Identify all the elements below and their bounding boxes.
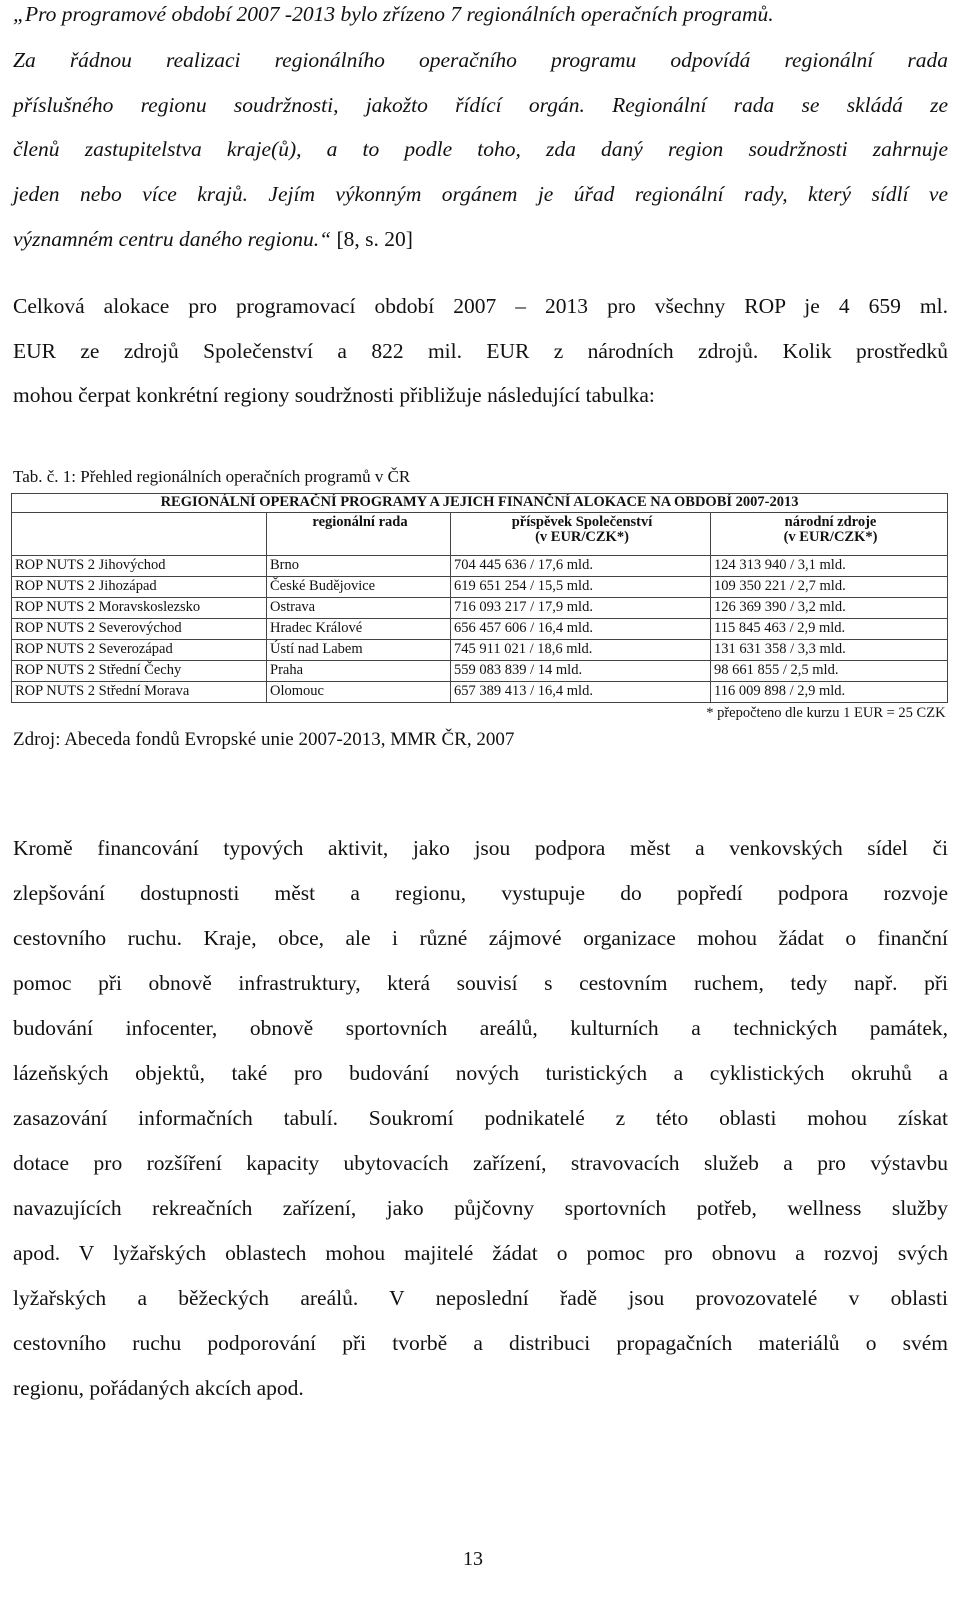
page-number: 13: [463, 1548, 483, 1570]
community-cell: 656 457 606 / 16,4 mld.: [451, 619, 711, 640]
table-row: [12, 556, 948, 577]
header-line: příspěvek Společenství: [511, 514, 653, 530]
council-cell: Hradec Králové: [267, 619, 451, 640]
council-cell: Brno: [267, 556, 451, 577]
program-cell: ROP NUTS 2 Severovýchod: [12, 619, 267, 640]
table-caption: Tab. č. 1: Přehled regionálních operačních programů v ČR: [13, 467, 411, 486]
community-cell: 704 445 636 / 17,6 mld.: [451, 556, 711, 577]
national-cell: 124 313 940 / 3,1 mld.: [711, 556, 948, 577]
footnote-spacer: [12, 703, 451, 725]
header-line: (v EUR/CZK*): [783, 529, 878, 546]
paragraph-line: cestovního ruchu. Kraje, obce, ale i různé zájmové organizace mohou žádat o finanční: [13, 926, 948, 950]
national-cell: 131 631 358 / 3,3 mld.: [711, 640, 948, 661]
council-cell: Olomouc: [267, 682, 451, 703]
quote-line: příslušného regionu soudržnosti, jakožto řídící orgán. Regionální rada se skládá ze: [13, 93, 948, 117]
paragraph-line: apod. V lyžařských oblastech mohou majitelé žádat o pomoc pro obnovu a rozvoj svých: [13, 1241, 948, 1265]
national-cell: 126 369 390 / 3,2 mld.: [711, 598, 948, 619]
program-cell: ROP NUTS 2 Střední Morava: [12, 682, 267, 703]
paragraph-line: regionu, pořádaných akcích apod.: [13, 1376, 304, 1400]
quote-line: Za řádnou realizaci regionálního operačního programu odpovídá regionální rada: [13, 48, 948, 72]
quote-line: významném centru daného regionu.“: [13, 227, 332, 251]
national-cell: 98 661 855 / 2,5 mld.: [711, 661, 948, 682]
paragraph-line: lyžařských a běžeckých areálů. V neposlední řadě jsou provozovatelé v oblasti: [13, 1286, 948, 1310]
table-row: [12, 640, 948, 661]
community-cell: 619 651 254 / 15,5 mld.: [451, 577, 711, 598]
community-cell: 559 083 839 / 14 mld.: [451, 661, 711, 682]
table-row: [12, 598, 948, 619]
table-footnote-row: [12, 703, 948, 725]
quote-line: členů zastupitelstva kraje(ů), a to podle toho, zda daný region soudržnosti zahrnuje: [13, 137, 948, 161]
header-line: (v EUR/CZK*): [535, 529, 629, 546]
header-line: národní zdroje: [784, 514, 877, 530]
council-cell: Ostrava: [267, 598, 451, 619]
national-cell: 116 009 898 / 2,9 mld.: [711, 682, 948, 703]
program-cell: ROP NUTS 2 Jihovýchod: [12, 556, 267, 577]
program-cell: ROP NUTS 2 Severozápad: [12, 640, 267, 661]
paragraph-line: EUR ze zdrojů Společenství a 822 mil. EUR z národních zdrojů. Kolik prostředků: [13, 339, 948, 363]
national-cell: 109 350 221 / 2,7 mld.: [711, 577, 948, 598]
table-source: Zdroj: Abeceda fondů Evropské unie 2007-2013, MMR ČR, 2007: [13, 729, 515, 750]
paragraph-line: zlepšování dostupnosti měst a regionu, vystupuje do popředí podpora rozvoje: [13, 881, 948, 905]
header-empty: [12, 513, 267, 556]
table-row: [12, 619, 948, 640]
community-cell: 716 093 217 / 17,9 mld.: [451, 598, 711, 619]
paragraph-line: zasazování informačních tabulí. Soukromí podnikatelé z této oblasti mohou získat: [13, 1106, 948, 1130]
header-national-sources: [711, 513, 948, 556]
header-regional-council: regionální rada: [267, 513, 451, 556]
paragraph-line: cestovního ruchu podporování při tvorbě a distribuci propagačních materiálů o svém: [13, 1331, 948, 1355]
council-cell: Ústí nad Labem: [267, 640, 451, 661]
quote-last-line: [13, 229, 413, 251]
paragraph-line: Celková alokace pro programovací období 2007 – 2013 pro všechny ROP je 4 659 ml.: [13, 294, 948, 318]
paragraph-line: navazujících rekreačních zařízení, jako půjčovny sportovních potřeb, wellness služby: [13, 1196, 948, 1220]
community-cell: 745 911 021 / 18,6 mld.: [451, 640, 711, 661]
program-cell: ROP NUTS 2 Moravskoslezsko: [12, 598, 267, 619]
community-cell: 657 389 413 / 16,4 mld.: [451, 682, 711, 703]
paragraph-line: pomoc při obnově infrastruktury, která souvisí s cestovním ruchem, tedy např. při: [13, 971, 948, 995]
paragraph-line: lázeňských objektů, také pro budování nových turistických a cyklistických okruhů a: [13, 1061, 948, 1085]
national-cell: 115 845 463 / 2,9 mld.: [711, 619, 948, 640]
paragraph-line: Kromě financování typových aktivit, jako jsou podpora měst a venkovských sídel či: [13, 836, 948, 860]
program-cell: ROP NUTS 2 Jihozápad: [12, 577, 267, 598]
program-cell: ROP NUTS 2 Střední Čechy: [12, 661, 267, 682]
quote-line: jeden nebo více krajů. Jejím výkonným orgánem je úřad regionální rady, který sídlí ve: [13, 182, 948, 206]
rop-allocation-table: [11, 493, 948, 724]
council-cell: Praha: [267, 661, 451, 682]
table-title-row: [12, 494, 948, 513]
table-footnote: * přepočteno dle kurzu 1 EUR = 25 CZK: [451, 703, 948, 725]
header-community-contribution: [451, 513, 711, 556]
quote-citation: [8, s. 20]: [331, 227, 413, 251]
paragraph-line: mohou čerpat konkrétní regiony soudržnosti přibližuje následující tabulka:: [13, 383, 655, 407]
council-cell: České Budějovice: [267, 577, 451, 598]
table-row: [12, 577, 948, 598]
table-row: [12, 682, 948, 703]
paragraph-line: dotace pro rozšíření kapacity ubytovacích zařízení, stravovacích služeb a pro výstavbu: [13, 1151, 948, 1175]
table-header-row: [12, 513, 948, 556]
quote-line: „Pro programové období 2007 -2013 bylo zřízeno 7 regionálních operačních programů.: [13, 2, 774, 26]
table-title: REGIONÁLNÍ OPERAČNÍ PROGRAMY A JEJICH FINANČNÍ ALOKACE NA OBDOBÍ 2007-2013: [12, 494, 948, 513]
table-row: [12, 661, 948, 682]
paragraph-line: budování infocenter, obnově sportovních areálů, kulturních a technických památek,: [13, 1016, 948, 1040]
